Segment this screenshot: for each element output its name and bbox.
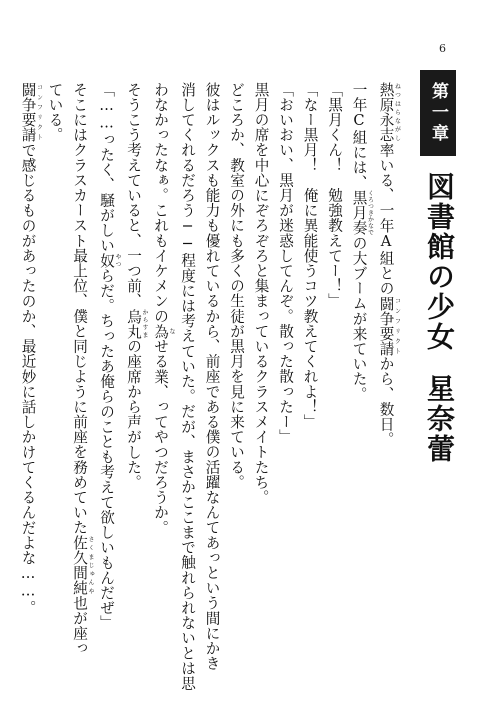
ruby-na: 為 な [152,323,175,339]
text-line-15: 闘争要請 コンフリクトで感じるものがあったのか、最近妙に話しかけてくるんだよな……。 [19,82,43,616]
text-line-14: ている。 [46,82,64,143]
ruby-conflict: 闘争要請 コンフリクト [377,295,401,357]
text-line-9: 消してくれるだろう──程度には考えていた。だが、まさかここまで触れられないとは思 [179,82,196,691]
chapter-label: 第一章 [420,70,456,156]
text-line-6: 黒月の席を中心にぞろぞろと集まっているクラスメイトたち。 [252,82,270,505]
chapter-title-name: 星奈蕾 [423,374,456,464]
ruby-karasuma: 烏丸 からすま [125,308,148,339]
text-line-13: そこにはクラスカースト最上位、僕と同じように前座を務めていた佐久間純 さくまじゅんや也が座っ [71,82,94,656]
text-line-3: 「黒月くん！ 勉強教えてー！」 [326,82,343,309]
text-line-8: 彼はルックスも能力も優れているから、前座である僕の活躍なんてあっという間にかき [203,82,221,671]
ruby-yatsu: 奴 やつ [98,252,121,269]
text-line-2: 一年C組には、黒月奏 くろつきかなでの大ブームが来ていた。 [350,82,374,402]
ruby-kurotsuki: 黒月奏 くろつきかなで [350,190,374,236]
ruby-nethara: 熱原永志 ねつはらながし [377,82,401,143]
ruby-sakuma: 佐久間純 さくまじゅんや [71,535,94,596]
text-line-1: 熱原永志 ねつはらながし率いる、一年A組との闘争要請 コンフリクトから、数日。 [377,82,401,447]
chapter-title-main: 図書館の少女 [423,172,456,352]
text-line-5: 「おいおい、黒月が迷惑してんぞ。散った散ったー」 [277,82,294,445]
chapter-title [419,172,459,592]
text-line-7: どころか、教室の外にも多くの生徒が黒月を見に来ている。 [228,82,245,490]
text-line-10: わなかったなぁ。これもイケメンの為 なせる業、ってやつだろうか。 [152,82,175,536]
text-line-12: 「……ったく、騒がしい奴 やつらだ。ちったあ俺らのことも考えて欲しいもんだぜ」 [98,82,121,631]
ruby-conflict-2: 闘争要請 コンフリクト [19,82,43,143]
body-text [15,82,401,691]
text-line-11: そうこう考えていると、一つ前、烏丸 からすまの座席から声がした。 [125,82,148,490]
text-line-4: 「なー黒月！ 俺に異能使うコツ教えてくれよ！」 [301,82,319,430]
page-number: 6 [439,42,446,55]
